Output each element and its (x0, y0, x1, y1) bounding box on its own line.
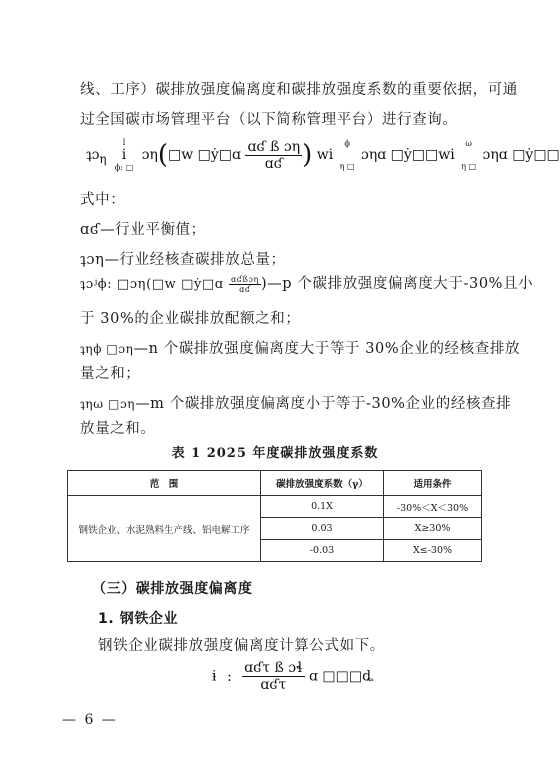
formula-deviation: ɨ : $\frac{\text{ɑʛτ ß ɔɬ}}{\text{ɑʛτ}}$ ɑ □□□ȡ (212, 660, 374, 693)
formula-subscript: η (99, 151, 107, 166)
formula-term: □w □ẏ□ɑ (168, 147, 241, 163)
paragraph-line: 过全国碳市场管理平台（以下简称管理平台）进行查询。 (80, 112, 458, 128)
table-caption: 表 1 2025 年度碳排放强度系数 (171, 446, 379, 461)
definition-line: ʇɔη—行业经核查碳排放总量； (80, 252, 286, 268)
formula-term: ɔη (141, 147, 158, 163)
page-number: — 6 — (62, 712, 118, 728)
definition-line: ʇηω □ɔη—m 个碳排放强度偏离度小于等于-30%企业的经核查排 (80, 396, 512, 412)
table-header-cell: 范 围 (68, 471, 261, 496)
summation-3: ω η □ (461, 139, 477, 171)
definition-line: ʇηϕ □ɔη—n 个碳排放强度偏离度大于等于 30%企业的经核查排放 (80, 341, 521, 357)
section-heading: （三）碳排放强度偏离度 (92, 581, 253, 597)
formula-term: wi (316, 147, 334, 163)
table-header-row (68, 471, 482, 496)
coefficient-table (67, 470, 482, 562)
table-cell: -0.03 (261, 540, 384, 562)
formula-total-quota: ʇɔ$_\eta$ l i ϕ: □ ɔη(□w □ẏ□ɑ $\frac{\text{ɑʛ ß ɔη}}{\text{ɑʛ}}$ ) wi ϕ η □ ɔηɑ □ẏ□□wi ω η □ ɔηɑ □ẏ□□ (86, 138, 560, 172)
formula-fraction: $\frac{\text{ɑʛßɔη}}{\text{ɑʛ}}$ (230, 274, 259, 294)
table-header-cell: 适用条件 (384, 471, 482, 496)
formula-lhs: ʇɔ (86, 147, 100, 163)
formula-fraction: $\frac{\text{ɑʛτ ß ɔɬ}}{\text{ɑʛτ}}$ (244, 660, 303, 693)
definition-line: ʇɔʲϕ: □ɔη(□w □ẏ□ɑ $\frac{\text{ɑʛßɔη}}{\text{ɑʛ}}$ )—p 个碳排放强度偏离度大于-30%且小 (80, 274, 534, 294)
where-label: 式中： (80, 192, 126, 208)
formula-fraction: $\frac{\text{ɑʛ ß ɔη}}{\text{ɑʛ}}$ (247, 138, 301, 172)
subsection-heading: 1. 钢铁企业 (98, 611, 179, 627)
definition-line: 于 30%的企业碳排放配额之和； (80, 311, 301, 327)
formula-term: ɔηɑ □ẏ□□wi (361, 147, 455, 163)
summation-2: ϕ η □ (339, 139, 355, 171)
table-cell: 0.03 (261, 518, 384, 540)
table-cell: 0.1X (261, 496, 384, 518)
table-cell: X≥30% (384, 518, 482, 540)
table-cell: X≤-30% (384, 540, 482, 562)
definition-line: 放量之和。 (80, 421, 156, 437)
definition-line: ɑʛ—行业平衡值； (80, 222, 206, 238)
definition-line: 量之和； (80, 366, 141, 382)
table-scope-cell: 钢铁企业、水泥熟料生产线、铝电解工序 (68, 496, 261, 562)
table-cell: -30%＜X＜30% (384, 496, 482, 518)
paragraph-line: 线、工序）碳排放强度偏离度和碳排放强度系数的重要依据，可通 (80, 82, 518, 98)
summation-1: l i ϕ: □ (114, 138, 134, 172)
formula-term: ɔηɑ □ẏ□□ (482, 147, 560, 163)
paragraph-line: 钢铁企业碳排放强度偏离度计算公式如下。 (98, 638, 385, 654)
formula-term: ɑ □□□ȡ (308, 668, 374, 685)
table-header-cell: 碳排放强度系数（γ） (261, 471, 384, 496)
formula-lhs: ɨ (212, 668, 217, 685)
table-row (68, 496, 482, 518)
